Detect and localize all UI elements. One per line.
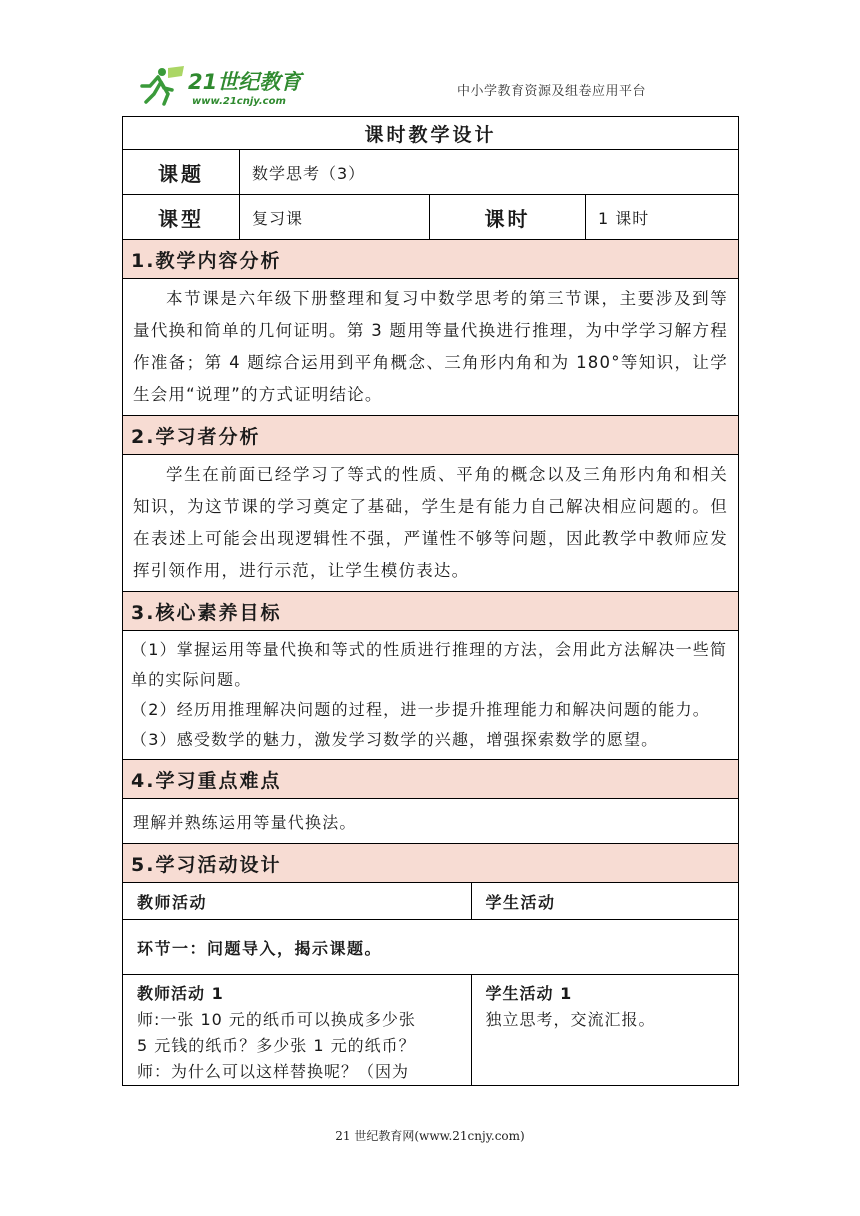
page-footer: 21 世纪教育网(www.21cnjy.com) bbox=[335, 1129, 525, 1143]
section-heading: 4.学习重点难点 bbox=[123, 760, 739, 799]
student-activity-text: 独立思考，交流汇报。 bbox=[485, 1010, 656, 1029]
svg-text:www.21cnjy.com: www.21cnjy.com bbox=[192, 96, 286, 107]
goal-item: （1）掌握运用等量代换和等式的性质进行推理的方法，会用此方法解决一些简单的实际问题。 bbox=[131, 640, 728, 689]
hours-label: 课时 bbox=[430, 195, 586, 240]
section-text: 本节课是六年级下册整理和复习中数学思考的第三节课，主要涉及到等量代换和简单的几何证明。第 3 题用等量代换进行推理，为中学学习解方程作准备；第 4 题综合运用到平角概念、三角形内角和为 180°等知识，让学生会用“说理”的方式证明结论。 bbox=[123, 279, 739, 416]
runner-icon bbox=[142, 66, 184, 104]
activity-table bbox=[123, 883, 739, 1085]
student-activity-cell bbox=[471, 975, 739, 1086]
teacher-activity-header: 教师活动 bbox=[123, 883, 471, 920]
teacher-activity-cell bbox=[123, 975, 471, 1086]
stage-title: 环节一：问题导入，揭示课题。 bbox=[123, 920, 739, 975]
page-header bbox=[130, 58, 740, 108]
goal-item: （3）感受数学的魅力，激发学习数学的兴趣，增强探索数学的愿望。 bbox=[131, 730, 659, 749]
section-heading: 3.核心素养目标 bbox=[123, 592, 739, 631]
svg-text:21世纪教育: 21世纪教育 bbox=[188, 70, 302, 94]
teacher-activity-line: 师:一张 10 元的纸币可以换成多少张 bbox=[137, 1010, 416, 1029]
section-heading: 5.学习活动设计 bbox=[123, 844, 739, 883]
type-label: 课型 bbox=[123, 195, 240, 240]
hours-value: 1 课时 bbox=[586, 195, 739, 240]
section-heading: 1.教学内容分析 bbox=[123, 240, 739, 279]
platform-name: 中小学教育资源及组卷应用平台 bbox=[456, 84, 646, 99]
topic-label: 课题 bbox=[123, 150, 240, 195]
type-value: 复习课 bbox=[240, 195, 430, 240]
lesson-design-table bbox=[122, 116, 739, 1086]
teacher-activity-line: 5 元钱的纸币？多少张 1 元的纸币？ bbox=[137, 1036, 416, 1055]
student-activity-header: 学生活动 bbox=[471, 883, 739, 920]
section-text: 理解并熟练运用等量代换法。 bbox=[123, 799, 739, 844]
section-text: 学生在前面已经学习了等式的性质、平角的概念以及三角形内角和相关知识，为这节课的学习奠定了基础，学生是有能力自己解决相应问题的。但在表述上可能会出现逻辑性不强，严谨性不够等问题，因此教学中教师应发挥引领作用，进行示范，让学生模仿表达。 bbox=[123, 455, 739, 592]
section-heading: 2.学习者分析 bbox=[123, 416, 739, 455]
activity-table-wrap bbox=[123, 883, 739, 1086]
document-title: 课时教学设计 bbox=[123, 117, 739, 150]
teacher-activity-title: 教师活动 1 bbox=[137, 984, 224, 1003]
logo bbox=[138, 64, 318, 108]
goal-item: （2）经历用推理解决问题的过程，进一步提升推理能力和解决问题的能力。 bbox=[131, 700, 710, 719]
goals-list bbox=[123, 631, 739, 760]
student-activity-title: 学生活动 1 bbox=[485, 984, 573, 1003]
teacher-activity-line: 师：为什么可以这样替换呢？（因为 bbox=[137, 1062, 410, 1081]
topic-value: 数学思考（3） bbox=[240, 150, 739, 195]
